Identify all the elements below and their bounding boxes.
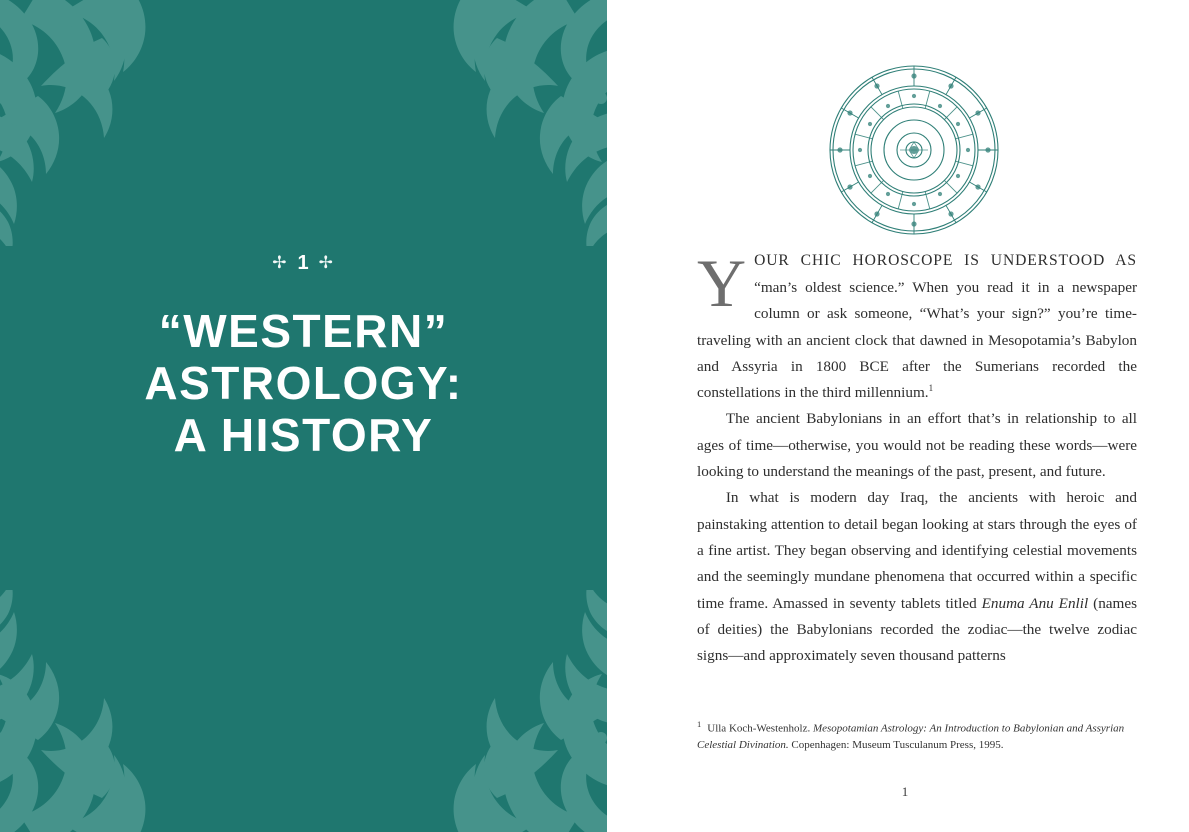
paragraph-three-part-two: (names of deities) the Babylonians recorded the zodiac—the twelve zodiac signs—and approximately seven thousand patterns xyxy=(697,594,1138,665)
fleuron-right-icon: ✢ xyxy=(318,253,335,273)
footnote-title: Mesopotamian Astrology: An Introduction to Babylonian and Assyrian Celestial Divination. xyxy=(697,722,1125,751)
footnote-publication: Copenhagen: Museum Tusculanum Press, 1995. xyxy=(791,738,1004,751)
footnote-marker: 1 xyxy=(697,719,702,729)
footnote-author: Ulla Koch-Westenholz. xyxy=(707,722,811,735)
opening-smallcaps: OUR CHIC HOROSCOPE IS UNDERSTOOD AS xyxy=(754,252,1137,269)
article-body xyxy=(697,245,1138,669)
opening-paragraph xyxy=(697,245,1137,406)
zodiac-wheel-illustration xyxy=(826,62,1002,243)
baroque-scrollwork-corner-icon xyxy=(381,0,607,246)
chapter-number: 1 xyxy=(297,252,310,274)
book-title-italic: Enuma Anu Enlil xyxy=(981,594,1089,612)
chapter-number-row xyxy=(0,252,607,275)
paragraph-three-part-one: In what is modern day Iraq, the ancients with heroic and painstaking attention to detail began looking at stars through the eyes of a fine artist. They began observing and identifying celestial movements and the seemingly mundane phenomena that occurred within a specific time frame. Amassed in seventy tablets titled xyxy=(697,489,1137,612)
baroque-scrollwork-corner-icon xyxy=(381,590,607,832)
chapter-title xyxy=(0,306,607,462)
paragraph-three xyxy=(697,485,1137,669)
baroque-scrollwork-corner-icon xyxy=(0,0,218,246)
chapter-title-line: “WESTERN” xyxy=(158,304,449,357)
chapter-title-line: ASTROLOGY: xyxy=(144,356,463,409)
fleuron-left-icon: ✢ xyxy=(272,253,289,273)
paragraph-two: The ancient Babylonians in an effort that’s in relationship to all ages of time—otherwise, you would not be reading these words—were looking to understand the meanings of the past, present, and future. xyxy=(697,410,1137,481)
footnote-reference: 1 xyxy=(928,383,934,394)
footnote xyxy=(697,718,1137,753)
page-number: 1 xyxy=(901,784,909,799)
body-text-page xyxy=(607,0,1189,832)
chapter-title-line: A HISTORY xyxy=(173,408,434,461)
opening-paragraph-text: “man’s oldest science.” When you read it in a newspaper column or ask someone, “What’s your sign?” you’re time-traveling with an ancient clock that dawned in Mesopotamia’s Babylon and Assyria in 1800 BCE after the Sumerians recorded the constellations in the third millennium. xyxy=(697,278,1137,402)
chapter-heading-block xyxy=(0,252,607,493)
baroque-scrollwork-corner-icon xyxy=(0,590,218,832)
drop-cap: Y xyxy=(697,245,747,321)
